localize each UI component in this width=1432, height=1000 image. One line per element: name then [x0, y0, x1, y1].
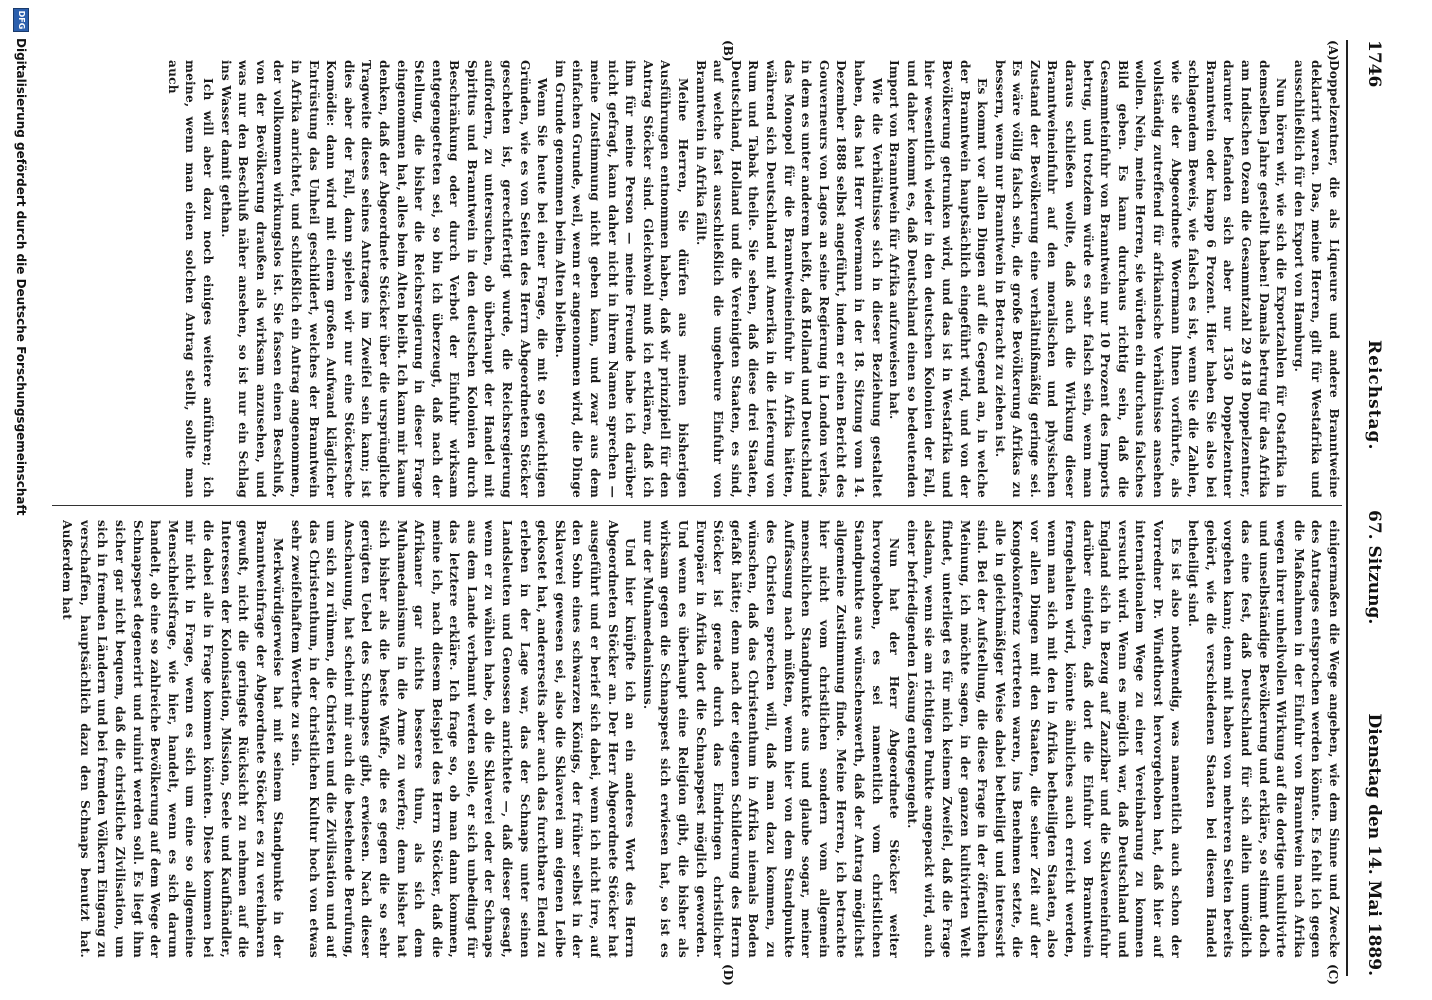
paragraph: Doppelzentner, die als Liqueure und andere Branntweine deklarirt waren. Das, meine Herren, gilt für Westafrika und ausschließlich für den Export von Hamburg.: [1291, 60, 1341, 498]
session-label: 67. Sitzung.: [1364, 510, 1384, 625]
paragraph: Es ist also nothwendig, was namentlich auch schon der Vorredner Dr. Windthorst hervorgehoben hat, daß hier auf internationalem Wege zu einer Vereinbarung zu kommen versucht wird. Wenn es möglich war, daß Deutschland und England sich in Bezug auf Zanzibar und die Sklaveneinfuhr darüber einigten, daß dort die Einfuhr von Branntwein ferngehalten wird, könnte ähnliches auch erreicht werden, wenn man sich mit den in Afrika betheiligten Staaten, also vor allen Dingen mit den Staaten, die seiner Zeit auf der Kongokonferenz vertreten waren, ins Benehmen setzte, die alle in gleichmäßiger Weise dabei betheiligt und interessirt sind. Bei der Aufstellung, die diese Frage in der öffentlichen Meinung, ich möchte sagen, in der ganzen kultivirten Welt findet, unterliegt es für mich keinem Zweifel, daß die Frage alsdann, wenn sie am richtigen Punkte angepackt wird, auch einer befriedigenden Lösung entgegengeht.: [904, 520, 1183, 958]
paragraph: einigermaßen die Wege angeben, wie dem Sinne und Zwecke des Antrages entsprochen werden könnte. Es fehlt ich gegen die Maßnahmen in der Einfuhr von Branntwein nach Afrika wegen ihrer unheilvollen Wirkung auf die dortige unkultivirte und unselbständige Bevölkerung und erkläre, so stimmt doch das eine fest, daß Deutschland für sich allein unmöglich vorgehen kann; denn mit haben von mehreren Seiten bereits gehört, wie die verschiedenen Staaten bei diesem Handel betheiligt sind.: [1186, 520, 1341, 958]
margin-mark-c: (C): [1326, 964, 1340, 985]
margin-mark-a: (A): [1326, 40, 1340, 61]
funding-notice: Digitalisierung gefördert durch die Deutsche Forschungsgemeinschaft: [14, 38, 28, 516]
page-number: 1746: [1364, 40, 1384, 88]
paragraph: Wenn Sie heute bei einer Frage, die mit so gewichtigen Gründen, wie es von Seiten des Herrn Abgeordneten Stöcker geschehen ist, gerechtfertigt wurde, die Reichsregierung auffordern, zu untersuchen, ob überhaupt der Handel mit Spiritus und Branntwein in den deutschen Kolonien durch Beschränkung oder durch Verbot der Einfuhr wirksam entgegengetreten sei, so bin ich überzeugt, daß nach der Stellung, die bisher die Reichsregierung in dieser Frage eingenommen hat, alles beim Alten bleibt. Ich kann mir kaum denken, daß der Abgeordnete Stöcker über die ursprüngliche Tragweite dieses seines Antrages im Zweifel sein kann; ist dies aber der Fall, dann spielen wir nur eine Stöckersche Komödie: dann wird mit einem großen Aufwand kläglicher Entrüstung das Unheil geschildert, welches der Branntwein in Afrika anrichtet, und schließlich ein Antrag angenommen, der vollkommen wirkungslos ist. Sie fassen einen Beschluß, von der Bevölkerung draußen als wirksam anzusehen, und was nur den Beschluß näher ansehen, so ist nur ein Schlag ins Wasser damit gethan.: [218, 60, 550, 498]
paragraph: Wie die Verhältnisse sich in dieser Beziehung gestaltet haben, das hat Herr Woermann in der 18. Sitzung vom 14. Dezember 1888 selbst angeführt, indem er einen Bericht des Gouverneurs von Lagos an seine Regierung in London verlas, in dem es unter anderem heißt, daß Holland und Deutschland das Monopol für die Branntweineinfuhr in Afrika hätten, während sich Deutschland mit Amerika in die Lieferung von Rum und Tabak theile. Sie sehen, daß diese drei Staaten, Deutschland, Holland und die Vereinigten Staaten, es sind, auf welche fast ausschließlich die ungeheure Einfuhr von Branntwein in Afrika fällt.: [693, 60, 884, 498]
paragraph: Und hier knüpfte ich an ein anderes Wort des Herrn Abgeordneten Stöcker an. Der Herr Abgeordnete Stöcker hat ausgeführt und er berief sich dabei, wenn ich nicht irre, auf den Sohn eines schwarzen Königs, der früher selbst in der Sklaverei gewesen sei, also die Sklaverei am eigenen Leibe gekostet hat, andererseits aber auch das furchtbare Elend zu erleben in der Lage war, das der Schnaps unter seinen Landsleuten und Genossen anrichtete —, daß dieser gesagt, wenn er zu wählen habe, ob die Sklaverei oder der Schnaps aus dem Lande verbannt werden solle, er sich unbedingt für das letztere erkläre. Ich frage so, ob man dann kommen, meine ich, nach diesem Beispiel des Herrn Stöcker, daß die Afrikaner gar nichts besseres thun, als sich dem Muhamedanismus in die Arme zu werfen; denn bisher hat sich bisher als die beste Waffe, die es gegen die so sehr gerügten Uebel des Schnapses gibt, erwiesen. Nach dieser Anschauung, hat scheint mir auch die bestehende Berufung, um sich zu rühmen, die Christen und die Zivilisation und auf das Christenthum, in der christlichen Kultur hoch von etwas sehr zweifelhaftem Werthe zu sein.: [288, 520, 638, 958]
header-rule: [1346, 40, 1348, 976]
paragraph: Merkwürdigerweise hat mit seinem Standpunkte in der Branntweinfrage der Abgeordnete Stöcker es zu vereinbaren gewußt, nicht die geringste Rücksicht zu nehmen auf die Interessen der Kolonisation, Mission, Seele und Kaufhändler, die dabei alle in Frage kommen könnten. Diese kommen bei mir nicht in Frage, wenn es sich um eine so allgemeine Menschheitsfrage, wie hier, handelt, wenn es sich darum handelt, ob eine so zahlreiche Bevölkerung auf dem Wege der Schnapspest degenerirt und ruinirt werden soll. Es liegt ihm sicher gar nicht bequem, daß die christliche Zivilisation, um sich in fremden Ländern und bei fremden Völkern Eingang zu verschaffen, hauptsächlich dazu den Schnaps benutzt hat. Außerdem hat: [60, 520, 286, 958]
page-header: [1354, 40, 1384, 976]
publication-title: Reichstag.: [1364, 340, 1384, 451]
margin-mark-d: (D): [721, 964, 735, 986]
digitization-footer: [8, 0, 34, 1000]
paragraph: Es kommt vor allen Dingen auf die Gegend an, in welche der Branntwein hauptsächlich eingeführt wird, und von der Bevölkerung getrunken wird, und das ist in Westafrika und hier wesentlich wieder in den deutschen Kolonien der Fall, und daher kommt es, daß Deutschland einen so bedeutenden Import von Branntwein für Afrika aufzuweisen hat.: [887, 60, 990, 498]
session-date: Dienstag den 14. Mai 1889.: [1364, 713, 1384, 976]
paragraph: Ich will aber dazu noch einiges weitere anführen; ich meine, wenn man einen solchen Antrag stellt, sollte man auch: [165, 60, 215, 498]
margin-mark-b: (B): [721, 40, 735, 62]
paragraph: Meine Herren, Sie dürfen aus meinen bisherigen Ausführungen entnommen haben, daß wir prinzipiell für den Antrag Stöcker sind. Gleichwohl muß ich erklären, daß ich ihm für meine Person — meine Freunde habe ich darüber nicht gefragt, kann daher nicht in ihrem Namen sprechen — meine Zustimmung nicht geben kann, und zwar aus dem einfachen Grunde, weil, wenn er angenommen wird, die Dinge im Grunde genommen beim Alten bleiben.: [552, 60, 691, 498]
right-text-column: [52, 520, 1342, 958]
dfg-logo-icon: DFG: [13, 8, 29, 32]
paragraph: Nun hören wir, wie sich die Exportzahlen für Ostafrika in demselben Jahre gestellt haben! Damals betrug für das Afrika am Indischen Ozean die Gesammtzahl 29 418 Doppelzentner, darunter befanden sich aber nur 1350 Doppelzentner Branntwein oder knapp 6 Prozent. Hier haben Sie also bei schlagendem Beweis, wie falsch es ist, wenn Sie die Zahlen, wie sie der Abgeordnete Woermann Ihnen vorführte, als vollständig zutreffend für afrikanische Verhältnisse ansehen wollen. Nein, meine Herren, sie würden ein durchaus falsches Bild geben. Es kann durchaus richtig sein, daß die Gesammteinfuhr von Branntwein nur 10 Prozent des Imports betrug, und trotzdem würde es sehr falsch sein, wenn man daraus schließen wollte, daß auch die Wirkung dieser Branntweineinfuhr auf den moralischen und physischen Zustand der Bevölkerung eine verhältnißmäßig geringe sei. Es wäre völlig falsch sein, die große Bevölkerung Afrikas zu bessern, wenn nur Branntwein in Betracht zu ziehen ist.: [992, 60, 1289, 498]
column-divider: [52, 505, 1342, 506]
left-text-column: [52, 60, 1342, 498]
paragraph: Nun hat der Herr Abgeordnete Stöcker weiter hervorgehoben, es sei namentlich vom christlichen Standpunkte aus wünschenswerth, daß der Antrag möglichst allgemeine Zustimmung finde. Meine Herren, ich betrachte hier nicht vom christlichen sondern vom allgemein menschlichen Standpunkte aus und glaube sogar, meiner Auffassung nach müßten, wenn hier von dem Standpunkte des Christen sprechen will, daß man dazu kommen, zu wünschen, daß das Christenthum in Afrika niemals Boden gefaßt hätte; denn nach der eigenen Schilderung des Herrn Stöcker ist gerade durch das Eindringen christlicher Europäer in Afrika dort die Schnapspest möglich geworden. Und wenn es überhaupt eine Religion gibt, die bisher als wirksam gegen die Schnapspest sich erwiesen hat, so ist es nur der Muhamedanismus.: [640, 520, 902, 958]
